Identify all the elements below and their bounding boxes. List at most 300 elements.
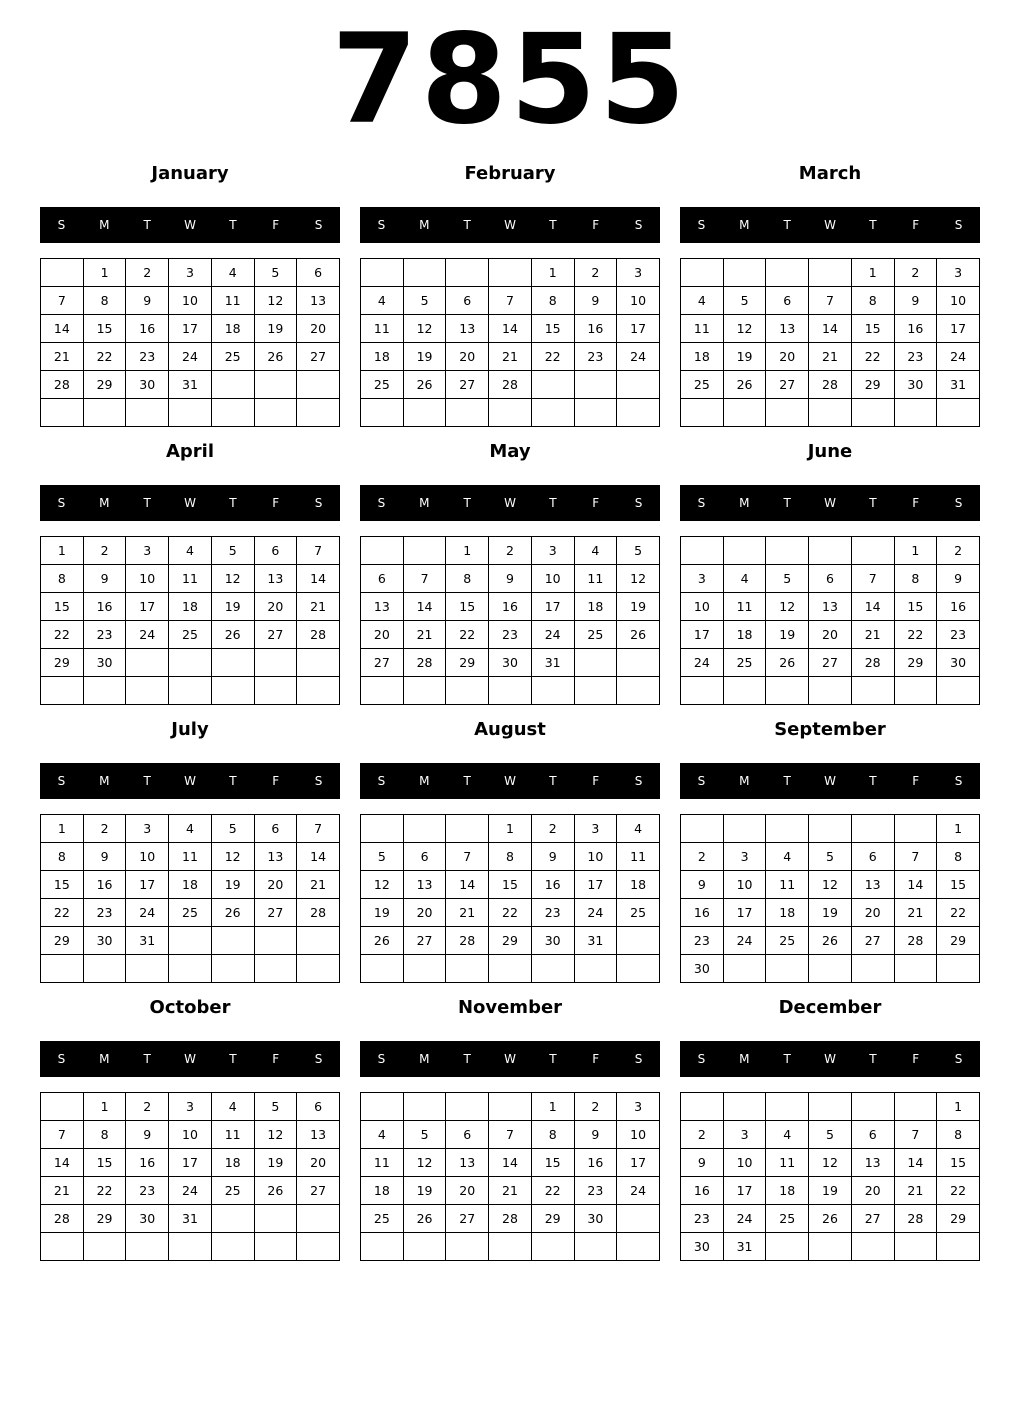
weekday-header: F <box>592 496 600 510</box>
day-cell: 22 <box>531 1177 574 1205</box>
day-cell: 3 <box>681 565 724 593</box>
day-cell: 25 <box>211 1177 254 1205</box>
day-cell: 16 <box>574 1149 617 1177</box>
day-cell: 22 <box>41 899 84 927</box>
day-cell: 27 <box>403 927 446 955</box>
empty-day-cell <box>766 537 809 565</box>
day-cell: 8 <box>489 843 532 871</box>
day-cell: 25 <box>723 649 766 677</box>
weekday-header: M <box>419 496 430 510</box>
empty-day-cell <box>41 1233 84 1261</box>
empty-day-cell <box>403 815 446 843</box>
empty-day-cell <box>937 1233 980 1261</box>
empty-day-cell <box>574 649 617 677</box>
empty-day-cell <box>254 955 297 983</box>
empty-day-cell <box>723 259 766 287</box>
empty-day-cell <box>723 815 766 843</box>
week-row <box>361 621 660 649</box>
week-row <box>41 843 340 871</box>
day-cell: 4 <box>211 1093 254 1121</box>
week-row <box>681 259 980 287</box>
week-row <box>361 315 660 343</box>
day-cell: 7 <box>41 287 84 315</box>
day-cell: 15 <box>83 1149 126 1177</box>
day-cell: 15 <box>41 871 84 899</box>
day-cell: 10 <box>617 287 660 315</box>
weekday-header: S <box>634 774 643 788</box>
day-cell: 31 <box>169 1205 212 1233</box>
day-cell: 7 <box>297 815 340 843</box>
day-cell: 11 <box>681 315 724 343</box>
day-cell: 9 <box>489 565 532 593</box>
day-cell: 13 <box>297 287 340 315</box>
day-cell: 6 <box>446 287 489 315</box>
weekday-header-row <box>40 763 340 799</box>
day-cell: 29 <box>851 371 894 399</box>
day-cell: 30 <box>681 1233 724 1261</box>
day-cell: 26 <box>809 927 852 955</box>
week-row <box>361 1121 660 1149</box>
day-cell: 16 <box>83 871 126 899</box>
day-cell: 29 <box>894 649 937 677</box>
day-cell: 29 <box>41 649 84 677</box>
day-cell: 18 <box>766 899 809 927</box>
day-cell: 15 <box>83 315 126 343</box>
week-row <box>681 565 980 593</box>
day-cell: 18 <box>361 1177 404 1205</box>
week-row <box>41 621 340 649</box>
day-cell: 20 <box>446 1177 489 1205</box>
week-row <box>681 815 980 843</box>
empty-day-cell <box>211 1205 254 1233</box>
empty-day-cell <box>169 677 212 705</box>
week-row <box>41 287 340 315</box>
empty-day-cell <box>297 677 340 705</box>
day-cell: 14 <box>851 593 894 621</box>
day-cell: 6 <box>254 537 297 565</box>
weekday-header: W <box>824 496 836 510</box>
day-cell: 16 <box>681 899 724 927</box>
empty-day-cell <box>297 1205 340 1233</box>
weekday-header: T <box>229 774 237 788</box>
day-cell: 21 <box>894 1177 937 1205</box>
empty-day-cell <box>403 399 446 427</box>
day-cell: 28 <box>894 927 937 955</box>
weekday-header: W <box>504 1052 516 1066</box>
day-cell: 19 <box>809 899 852 927</box>
empty-day-cell <box>169 927 212 955</box>
empty-day-cell <box>41 955 84 983</box>
weekday-header: S <box>954 1052 963 1066</box>
empty-day-cell <box>211 371 254 399</box>
day-cell: 1 <box>894 537 937 565</box>
weekday-header: F <box>592 218 600 232</box>
day-cell: 2 <box>83 537 126 565</box>
week-row <box>681 1121 980 1149</box>
day-cell: 3 <box>937 259 980 287</box>
day-cell: 21 <box>851 621 894 649</box>
day-cell: 23 <box>126 1177 169 1205</box>
empty-day-cell <box>766 955 809 983</box>
weekday-header: F <box>592 774 600 788</box>
weekday-header: F <box>912 496 920 510</box>
empty-day-cell <box>681 399 724 427</box>
weekday-header: T <box>783 218 791 232</box>
day-cell: 26 <box>723 371 766 399</box>
weekday-header-row <box>680 1041 980 1077</box>
day-cell: 13 <box>851 871 894 899</box>
weekday-header: T <box>869 218 877 232</box>
day-cell: 27 <box>851 927 894 955</box>
day-cell: 14 <box>297 565 340 593</box>
day-cell: 10 <box>723 1149 766 1177</box>
day-cell: 21 <box>809 343 852 371</box>
empty-day-cell <box>361 259 404 287</box>
day-cell: 31 <box>723 1233 766 1261</box>
day-cell: 6 <box>766 287 809 315</box>
weekday-header: T <box>783 1052 791 1066</box>
day-cell: 6 <box>851 1121 894 1149</box>
day-cell: 2 <box>681 1121 724 1149</box>
day-cell: 26 <box>211 899 254 927</box>
day-cell: 29 <box>83 1205 126 1233</box>
day-cell: 12 <box>403 1149 446 1177</box>
day-cell: 14 <box>894 1149 937 1177</box>
day-cell: 28 <box>41 371 84 399</box>
day-cell: 26 <box>766 649 809 677</box>
empty-day-cell <box>361 399 404 427</box>
day-cell: 10 <box>126 843 169 871</box>
empty-day-cell <box>489 677 532 705</box>
day-cell: 26 <box>211 621 254 649</box>
day-cell: 18 <box>169 871 212 899</box>
month-name: September <box>774 719 886 740</box>
empty-day-cell <box>766 815 809 843</box>
day-cell: 23 <box>489 621 532 649</box>
day-cell: 5 <box>617 537 660 565</box>
day-cell: 8 <box>851 287 894 315</box>
day-cell: 7 <box>403 565 446 593</box>
day-cell: 6 <box>254 815 297 843</box>
day-cell: 7 <box>894 843 937 871</box>
week-row <box>361 677 660 705</box>
weekday-header: M <box>99 496 110 510</box>
week-row <box>681 843 980 871</box>
day-cell: 5 <box>809 843 852 871</box>
weekday-header: T <box>549 774 557 788</box>
day-cell: 28 <box>446 927 489 955</box>
day-cell: 13 <box>297 1121 340 1149</box>
day-cell: 5 <box>254 1093 297 1121</box>
empty-day-cell <box>489 955 532 983</box>
empty-day-cell <box>446 399 489 427</box>
empty-day-cell <box>681 677 724 705</box>
weekday-header: S <box>634 1052 643 1066</box>
empty-day-cell <box>254 927 297 955</box>
day-cell: 20 <box>809 621 852 649</box>
day-cell: 12 <box>617 565 660 593</box>
day-cell: 5 <box>211 537 254 565</box>
day-cell: 8 <box>83 287 126 315</box>
day-cell: 15 <box>446 593 489 621</box>
day-cell: 5 <box>211 815 254 843</box>
day-cell: 20 <box>297 315 340 343</box>
day-cell: 6 <box>297 259 340 287</box>
month-name: June <box>807 441 853 462</box>
weekday-header: F <box>272 218 280 232</box>
day-grid <box>360 258 660 427</box>
day-cell: 3 <box>723 843 766 871</box>
empty-day-cell <box>617 677 660 705</box>
week-row <box>681 955 980 983</box>
empty-day-cell <box>489 259 532 287</box>
week-row <box>41 1177 340 1205</box>
day-cell: 4 <box>361 287 404 315</box>
empty-day-cell <box>894 677 937 705</box>
day-cell: 9 <box>681 871 724 899</box>
empty-day-cell <box>126 649 169 677</box>
day-cell: 28 <box>894 1205 937 1233</box>
empty-day-cell <box>574 677 617 705</box>
empty-day-cell <box>851 1233 894 1261</box>
weekday-header: S <box>377 496 386 510</box>
empty-day-cell <box>361 815 404 843</box>
day-cell: 1 <box>489 815 532 843</box>
day-cell: 27 <box>766 371 809 399</box>
week-row <box>681 1233 980 1261</box>
day-cell: 7 <box>809 287 852 315</box>
empty-day-cell <box>126 399 169 427</box>
week-row <box>681 1205 980 1233</box>
day-cell: 1 <box>937 1093 980 1121</box>
day-cell: 26 <box>254 343 297 371</box>
empty-day-cell <box>574 1233 617 1261</box>
empty-day-cell <box>723 537 766 565</box>
day-cell: 16 <box>531 871 574 899</box>
day-cell: 13 <box>809 593 852 621</box>
day-cell: 30 <box>531 927 574 955</box>
day-cell: 30 <box>574 1205 617 1233</box>
week-row <box>41 955 340 983</box>
empty-day-cell <box>937 955 980 983</box>
day-cell: 9 <box>574 1121 617 1149</box>
empty-day-cell <box>894 399 937 427</box>
month-name: April <box>165 441 215 462</box>
weekday-header: S <box>634 218 643 232</box>
day-cell: 28 <box>297 899 340 927</box>
empty-day-cell <box>681 815 724 843</box>
day-cell: 3 <box>574 815 617 843</box>
day-cell: 20 <box>766 343 809 371</box>
weekday-header: S <box>954 774 963 788</box>
day-cell: 2 <box>126 259 169 287</box>
day-cell: 25 <box>766 1205 809 1233</box>
day-cell: 23 <box>83 899 126 927</box>
day-cell: 19 <box>361 899 404 927</box>
day-cell: 4 <box>723 565 766 593</box>
day-cell: 27 <box>361 649 404 677</box>
day-cell: 25 <box>766 927 809 955</box>
week-row <box>361 649 660 677</box>
day-cell: 16 <box>681 1177 724 1205</box>
day-cell: 4 <box>681 287 724 315</box>
day-cell: 20 <box>361 621 404 649</box>
week-row <box>681 649 980 677</box>
empty-day-cell <box>297 399 340 427</box>
day-cell: 2 <box>489 537 532 565</box>
day-cell: 23 <box>574 343 617 371</box>
day-cell: 31 <box>531 649 574 677</box>
day-cell: 10 <box>723 871 766 899</box>
day-cell: 19 <box>723 343 766 371</box>
day-cell: 5 <box>723 287 766 315</box>
day-cell: 24 <box>723 927 766 955</box>
day-cell: 18 <box>723 621 766 649</box>
week-row <box>361 371 660 399</box>
weekday-header: F <box>272 496 280 510</box>
empty-day-cell <box>41 677 84 705</box>
day-grid <box>40 536 340 705</box>
day-cell: 30 <box>83 649 126 677</box>
day-cell: 26 <box>403 1205 446 1233</box>
day-cell: 11 <box>574 565 617 593</box>
day-cell: 11 <box>723 593 766 621</box>
day-cell: 27 <box>254 621 297 649</box>
weekday-header: S <box>57 1052 66 1066</box>
weekday-header-row <box>40 485 340 521</box>
day-cell: 30 <box>126 1205 169 1233</box>
weekday-header: S <box>57 774 66 788</box>
empty-day-cell <box>254 1205 297 1233</box>
weekday-header: T <box>549 496 557 510</box>
week-row <box>41 815 340 843</box>
week-row <box>681 593 980 621</box>
day-grid <box>40 814 340 983</box>
week-row <box>361 1233 660 1261</box>
day-cell: 20 <box>297 1149 340 1177</box>
empty-day-cell <box>297 927 340 955</box>
day-cell: 30 <box>489 649 532 677</box>
day-cell: 23 <box>531 899 574 927</box>
day-cell: 17 <box>617 315 660 343</box>
weekday-header-row <box>680 485 980 521</box>
month-name: November <box>457 997 563 1018</box>
week-row <box>681 537 980 565</box>
day-cell: 6 <box>297 1093 340 1121</box>
day-cell: 11 <box>766 1149 809 1177</box>
day-cell: 22 <box>937 899 980 927</box>
day-cell: 6 <box>403 843 446 871</box>
empty-day-cell <box>809 537 852 565</box>
empty-day-cell <box>403 259 446 287</box>
day-cell: 16 <box>489 593 532 621</box>
day-cell: 7 <box>489 1121 532 1149</box>
day-cell: 3 <box>723 1121 766 1149</box>
day-cell: 16 <box>126 1149 169 1177</box>
weekday-header: F <box>592 1052 600 1066</box>
weekday-header: M <box>419 1052 430 1066</box>
empty-day-cell <box>617 371 660 399</box>
day-cell: 31 <box>169 371 212 399</box>
day-cell: 7 <box>446 843 489 871</box>
day-cell: 27 <box>851 1205 894 1233</box>
day-cell: 26 <box>361 927 404 955</box>
week-row <box>41 1093 340 1121</box>
day-cell: 17 <box>574 871 617 899</box>
day-cell: 24 <box>126 621 169 649</box>
day-cell: 5 <box>809 1121 852 1149</box>
weekday-header: T <box>549 1052 557 1066</box>
weekday-header: W <box>184 218 196 232</box>
day-cell: 31 <box>574 927 617 955</box>
month-name: August <box>474 719 546 740</box>
empty-day-cell <box>169 399 212 427</box>
day-cell: 25 <box>169 899 212 927</box>
day-cell: 7 <box>297 537 340 565</box>
day-cell: 27 <box>297 1177 340 1205</box>
day-cell: 31 <box>937 371 980 399</box>
weekday-header: W <box>824 1052 836 1066</box>
day-cell: 19 <box>254 315 297 343</box>
weekday-header: T <box>869 1052 877 1066</box>
empty-day-cell <box>851 677 894 705</box>
year-title: 7855 <box>331 8 689 152</box>
day-cell: 9 <box>894 287 937 315</box>
week-row <box>681 343 980 371</box>
day-cell: 21 <box>403 621 446 649</box>
week-row <box>681 621 980 649</box>
empty-day-cell <box>809 1233 852 1261</box>
day-cell: 4 <box>169 537 212 565</box>
day-grid <box>40 258 340 427</box>
day-cell: 19 <box>254 1149 297 1177</box>
empty-day-cell <box>446 1093 489 1121</box>
empty-day-cell <box>297 649 340 677</box>
weekday-header: W <box>824 774 836 788</box>
empty-day-cell <box>211 1233 254 1261</box>
day-cell: 14 <box>489 1149 532 1177</box>
day-cell: 2 <box>937 537 980 565</box>
day-cell: 11 <box>361 315 404 343</box>
day-cell: 12 <box>809 871 852 899</box>
day-cell: 24 <box>617 343 660 371</box>
day-cell: 25 <box>361 1205 404 1233</box>
day-cell: 28 <box>851 649 894 677</box>
day-cell: 25 <box>361 371 404 399</box>
empty-day-cell <box>531 677 574 705</box>
day-cell: 7 <box>851 565 894 593</box>
empty-day-cell <box>297 1233 340 1261</box>
empty-day-cell <box>681 1093 724 1121</box>
day-cell: 25 <box>574 621 617 649</box>
day-cell: 12 <box>403 315 446 343</box>
day-cell: 2 <box>126 1093 169 1121</box>
day-cell: 3 <box>169 259 212 287</box>
day-cell: 18 <box>681 343 724 371</box>
day-cell: 1 <box>446 537 489 565</box>
day-cell: 13 <box>254 843 297 871</box>
day-cell: 29 <box>83 371 126 399</box>
day-cell: 12 <box>211 565 254 593</box>
empty-day-cell <box>894 815 937 843</box>
day-cell: 16 <box>574 315 617 343</box>
week-row <box>681 371 980 399</box>
day-cell: 6 <box>446 1121 489 1149</box>
day-cell: 20 <box>254 593 297 621</box>
day-cell: 18 <box>574 593 617 621</box>
empty-day-cell <box>83 955 126 983</box>
day-cell: 6 <box>809 565 852 593</box>
